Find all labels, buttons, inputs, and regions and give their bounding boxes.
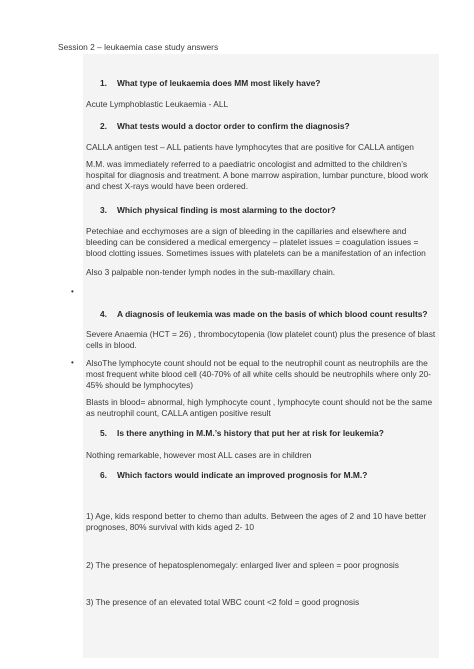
answer-3-line-2: Also 3 palpable non-tender lymph nodes in the sub-maxillary chain.: [86, 267, 336, 277]
question-2-number: 2.: [100, 121, 107, 131]
question-1: What type of leukaemia does MM most likely have?: [117, 78, 321, 88]
answer-2-line-1: CALLA antigen test – ALL patients have lymphocytes that are positive for CALLA antigen: [86, 142, 414, 152]
question-6-number: 6.: [100, 470, 107, 480]
answer-1: Acute Lymphoblastic Leukaemia - ALL: [86, 99, 229, 109]
empty-bullet: •: [71, 287, 74, 296]
answer-4-paragraph: Severe Anaemia (HCT = 26) , thrombocytopenia (low platelet count) plus the presence of blast cells in blood.: [86, 329, 436, 350]
document-title: Session 2 – leukaemia case study answers: [58, 42, 219, 52]
question-3: Which physical finding is most alarming to the doctor?: [117, 205, 336, 215]
question-2: What tests would a doctor order to confirm the diagnosis?: [117, 121, 350, 131]
question-1-number: 1.: [100, 78, 107, 88]
answer-6-item-3: 3) The presence of an elevated total WBC count <2 fold = good prognosis: [86, 597, 360, 607]
question-3-number: 3.: [100, 205, 107, 215]
answer-6-item-1: 1) Age, kids respond better to chemo than adults. Between the ages of 2 and 10 have better prognoses, 80% survival with kids aged 2- 10: [86, 511, 427, 532]
answer-4-bullet: AlsoThe lymphocyte count should not be equal to the neutrophil count as neutrophils are the most frequent white blood cell (40-70% of all white cells should be neutrophils where only 20-45% should be lymphocytes): [86, 358, 431, 390]
answer-6-item-2: 2) The presence of hepatosplenomegaly: enlarged liver and spleen = poor prognosis: [86, 560, 399, 570]
question-4-number: 4.: [100, 309, 107, 319]
question-6: Which factors would indicate an improved prognosis for M.M.?: [117, 470, 368, 480]
answer-2-paragraph: M.M. was immediately referred to a paediatric oncologist and admitted to the children’s hospital for diagnosis and treatment. A bone marrow aspiration, lumbar puncture, blood work and chest X-rays would have been ordered.: [86, 159, 429, 191]
answer-3-paragraph: Petechiae and ecchymoses are a sign of bleeding in the capillaries and elsewhere and bleeding can be considered a medical emergency – platelet issues = coagulation issues = blood clotting issues. Sometimes issues with platelets can be a manifestation of an infection: [86, 226, 426, 258]
answer-4-bullet-marker: •: [71, 358, 74, 367]
question-5-number: 5.: [100, 428, 107, 438]
answer-5: Nothing remarkable, however most ALL cases are in children: [86, 450, 312, 460]
answer-4-blasts: Blasts in blood= abnormal, high lymphocyte count , lymphocyte count should not be the same as neutrophil count, CALLA antigen positive result: [86, 397, 433, 418]
question-5: Is there anything in M.M.’s history that put her at risk for leukemia?: [117, 428, 384, 438]
question-4: A diagnosis of leukemia was made on the basis of which blood count results?: [117, 309, 428, 319]
